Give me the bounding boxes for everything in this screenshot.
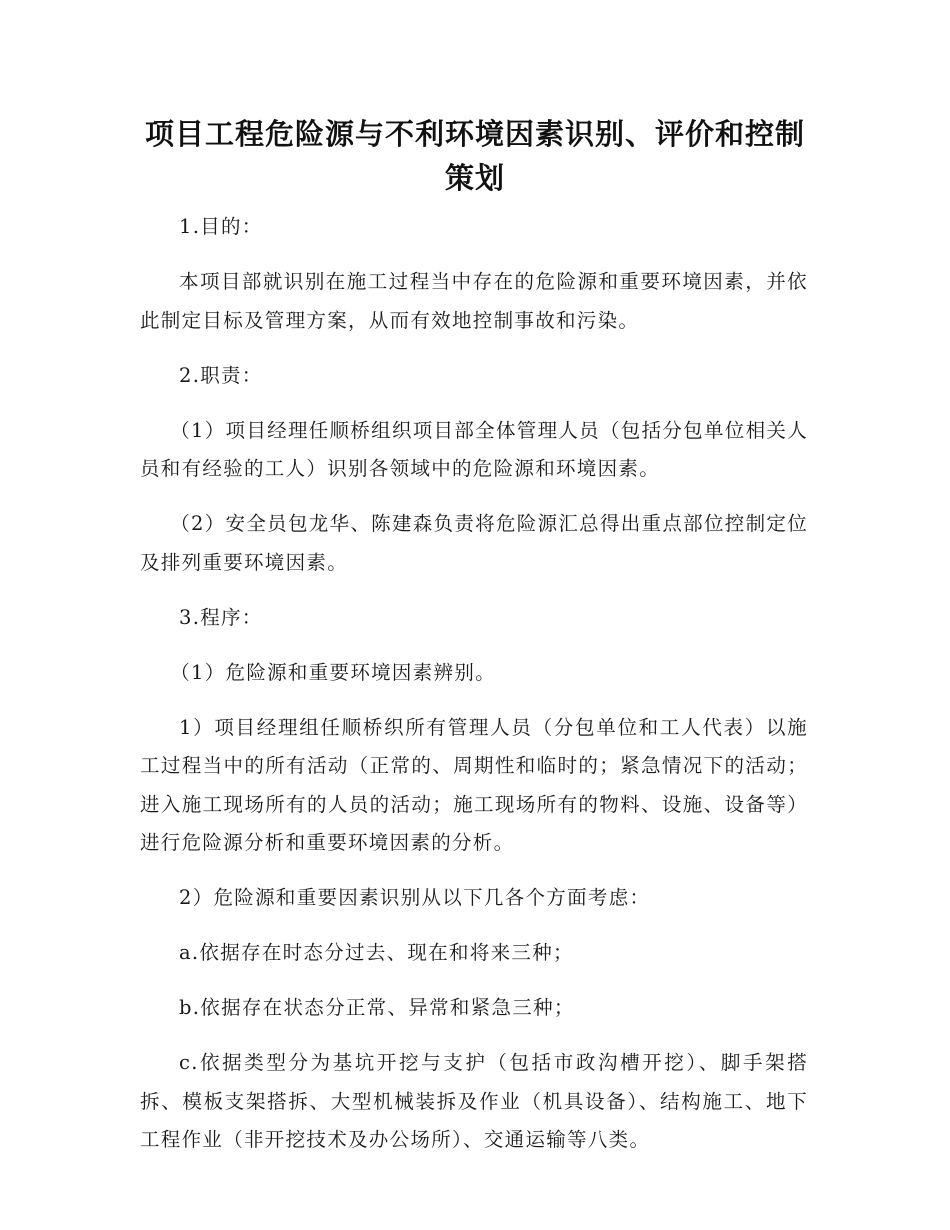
paragraph-procedure-1-2: 2）危险源和重要因素识别从以下几各个方面考虑： bbox=[179, 886, 651, 909]
document-body bbox=[140, 208, 808, 1176]
paragraph-responsibility-1: （1）项目经理任顺桥组织项目部全体管理人员（包括分包单位相关人员和有经验的工人）识别各领域中的危险源和环境因素。 bbox=[140, 418, 808, 480]
paragraph-purpose: 本项目部就识别在施工过程当中存在的危险源和重要环境因素，并依此制定目标及管理方案，从而有效地控制事故和污染。 bbox=[140, 270, 808, 332]
paragraph-responsibility-2: （2）安全员包龙华、陈建森负责将危险源汇总得出重点部位控制定位及排列重要环境因素。 bbox=[140, 512, 808, 574]
section-heading-purpose: 1.目的： bbox=[179, 215, 263, 238]
paragraph-procedure-1-1: 1）项目经理组任顺桥织所有管理人员（分包单位和工人代表）以施工过程当中的所有活动（正常的、周期性和临时的；紧急情况下的活动；进入施工现场所有的人员的活动；施工现场所有的物料、设施、设备等）进行危险源分析和重要环境因素的分析。 bbox=[140, 715, 808, 854]
section-heading-procedure: 3.程序： bbox=[179, 605, 263, 629]
paragraph-procedure-1: （1）危险源和重要环境因素辨别。 bbox=[170, 660, 496, 684]
document-title: 项目工程危险源与不利环境因素识别、评价和控制策划 bbox=[144, 117, 805, 195]
section-heading-responsibilities: 2.职责： bbox=[179, 363, 263, 387]
list-item-c: c.依据类型分为基坑开挖与支护（包括市政沟槽开挖）、脚手架搭拆、模板支架搭拆、大型机械装拆及作业（机具设备）、结构施工、地下工程作业（非开挖技术及办公场所）、交通运输等八类。 bbox=[140, 1051, 808, 1151]
list-item-a: a.依据存在时态分过去、现在和将来三种； bbox=[179, 941, 574, 964]
list-item-b: b.依据存在状态分正常、异常和紧急三种； bbox=[179, 996, 575, 1019]
